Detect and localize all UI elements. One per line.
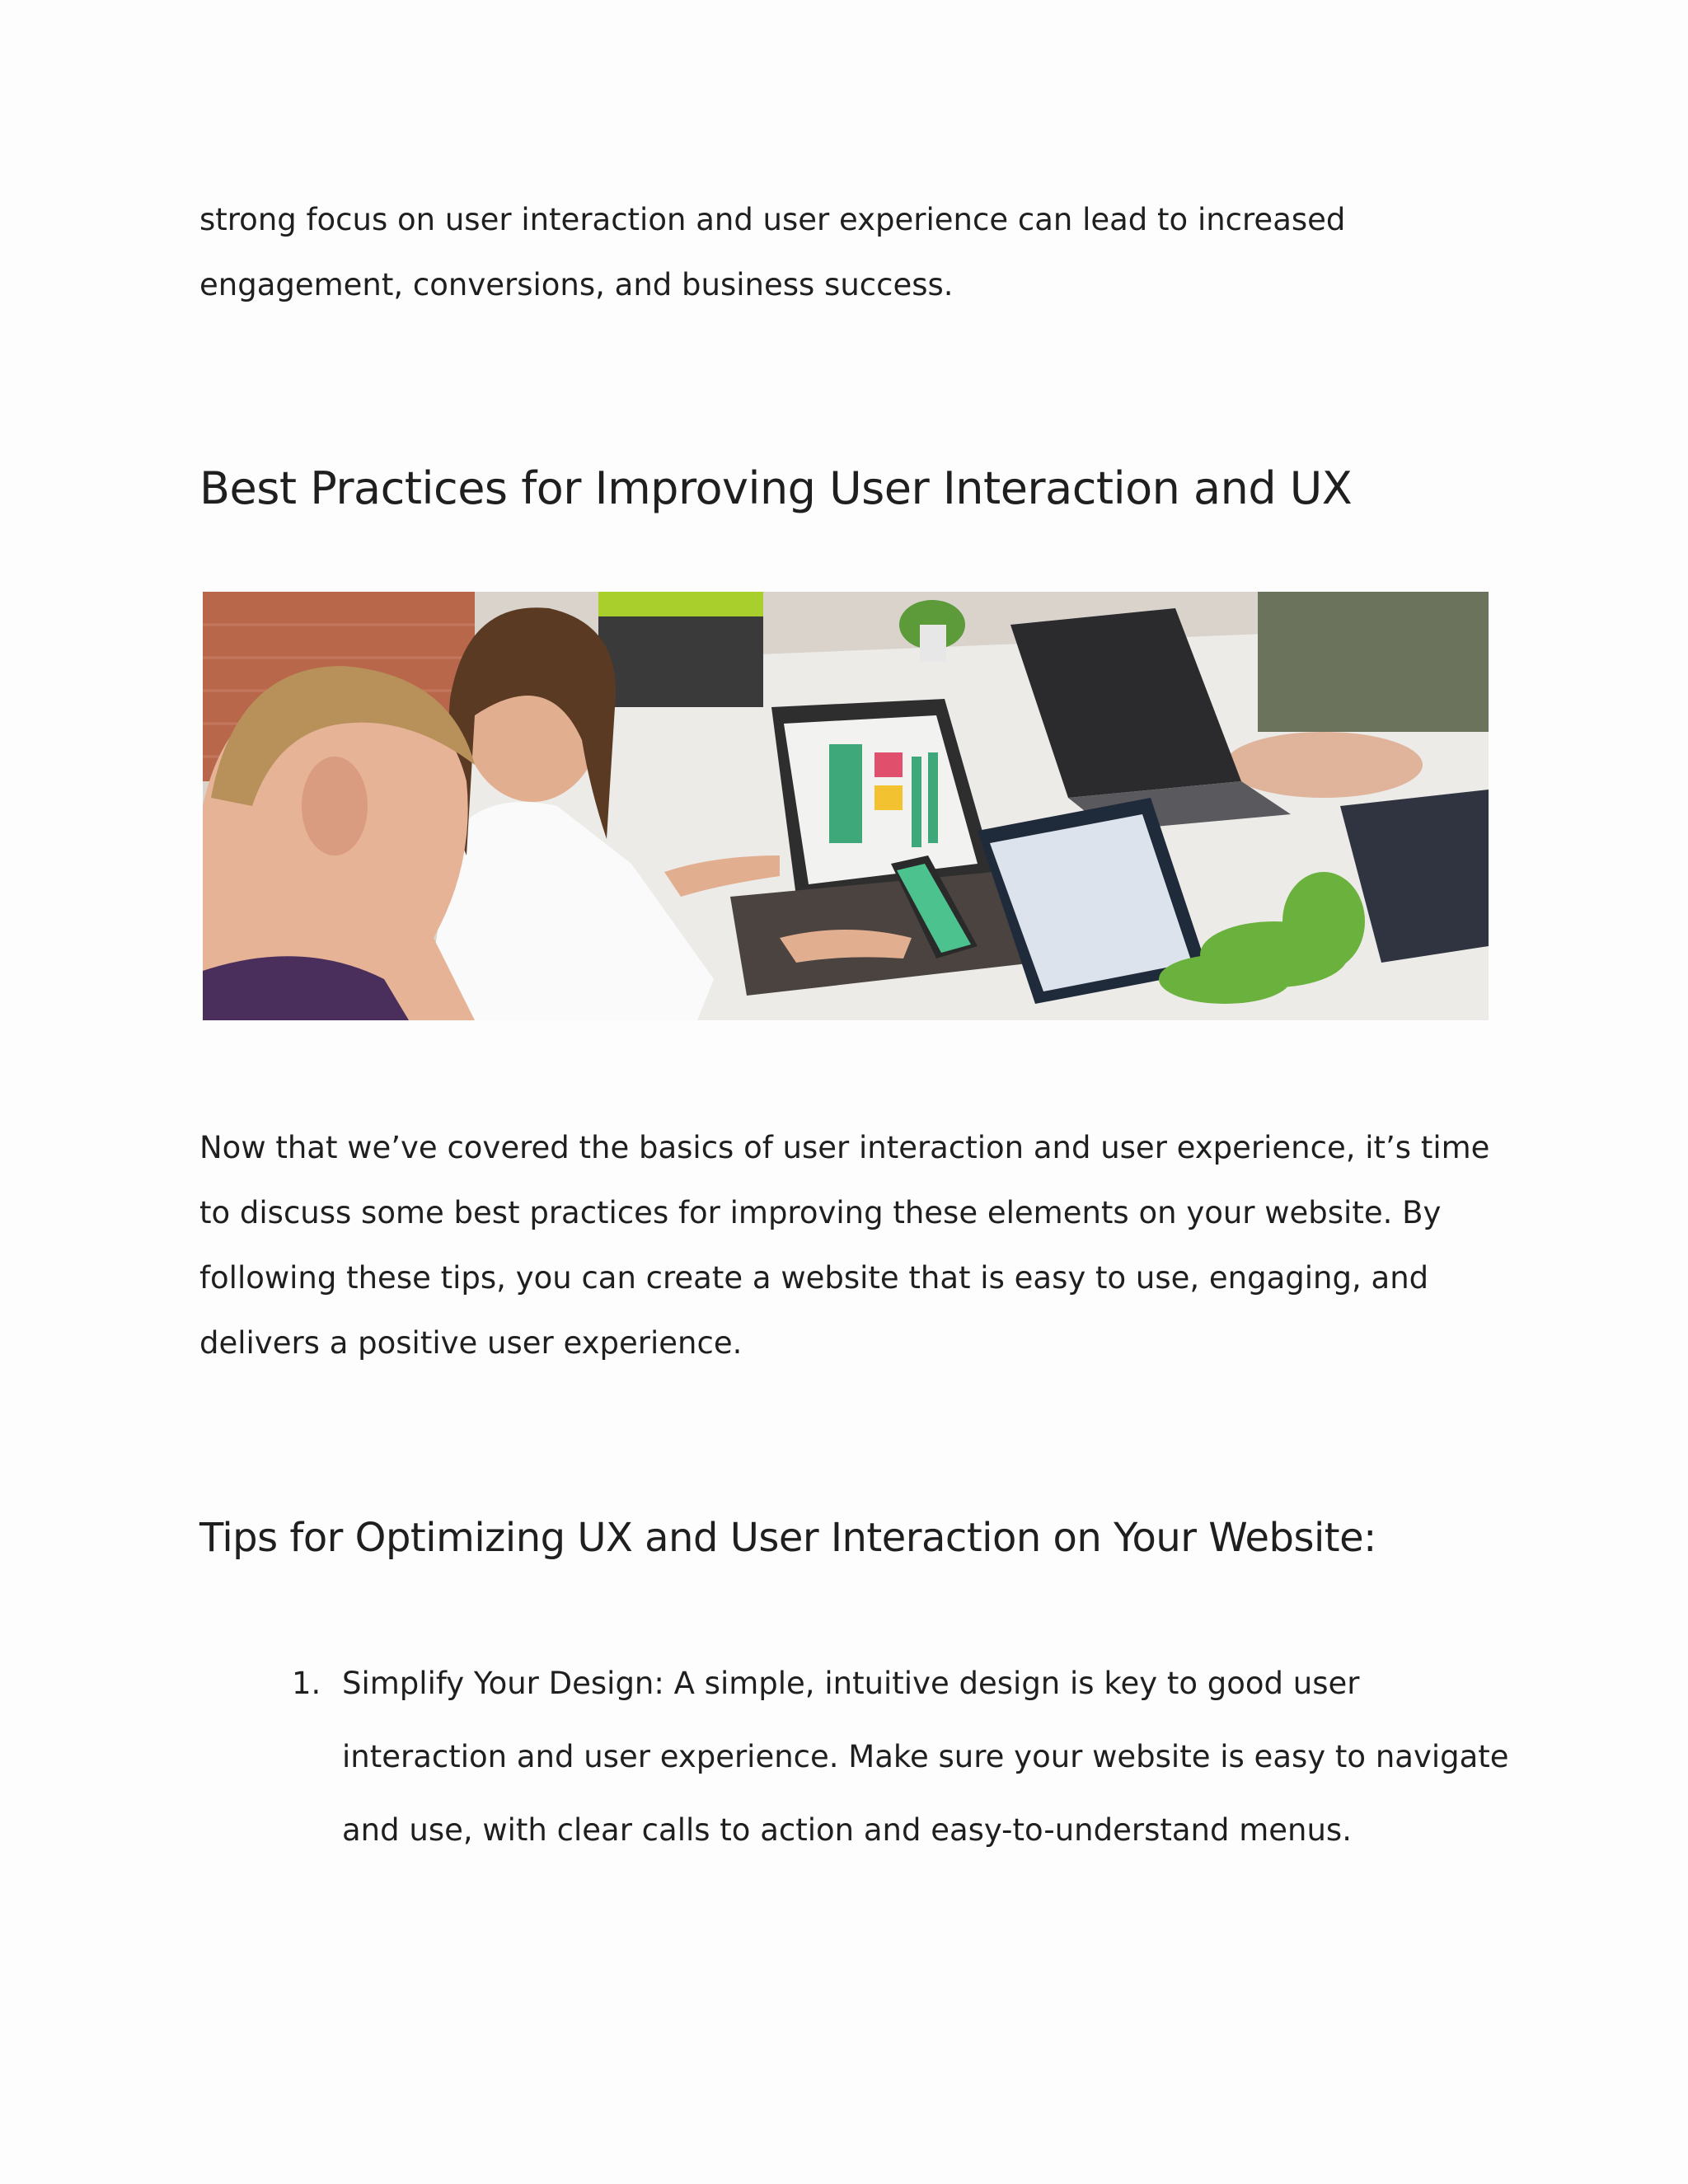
intro-paragraph: strong focus on user interaction and user experience can lead to increased engagement, conversions, and business success. <box>199 202 1346 302</box>
tips-list <box>199 1647 1518 1867</box>
list-item-text: Simplify Your Design: A simple, intuitive design is key to good user interaction and user experience. Make sure your website is easy to navigate and use, with clear calls to action and easy-to-understand menus. <box>342 1666 1509 1848</box>
list-item-number: 1. <box>292 1666 321 1701</box>
list-item <box>199 1647 1518 1867</box>
team-collaboration-photo <box>203 592 1489 1020</box>
tips-heading: Tips for Optimizing UX and User Interaction on Your Website: <box>199 1515 1376 1561</box>
best-practices-paragraph: Now that we’ve covered the basics of user interaction and user experience, it’s time to discuss some best practices for improving these elements on your website. By following these tips, you can create a website that is easy to use, engaging, and delivers a positive user experience. <box>199 1130 1490 1361</box>
best-practices-heading: Best Practices for Improving User Interaction and UX <box>199 462 1353 514</box>
photo-illustration <box>203 592 1489 1020</box>
